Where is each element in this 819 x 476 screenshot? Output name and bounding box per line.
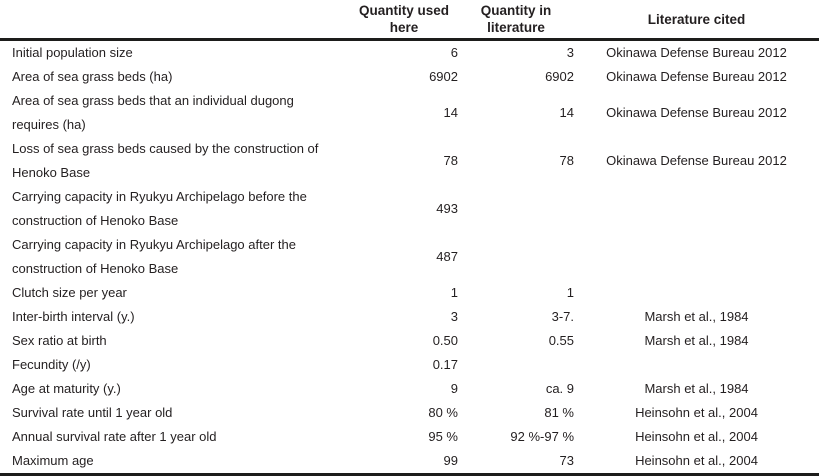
parameter-label: Loss of sea grass beds caused by the construction of Henoko Base — [12, 141, 319, 180]
quantity-used-value: 0.50 — [432, 333, 458, 348]
literature-cited-value: Marsh et al., 1984 — [644, 333, 749, 348]
table-row — [0, 449, 819, 475]
parameter-label: Fecundity (/y) — [12, 357, 91, 372]
quantity-in-literature-value — [458, 353, 574, 377]
literature-cited-value: Marsh et al., 1984 — [644, 309, 749, 324]
quantity-used-value: 6 — [450, 45, 458, 60]
literature-cited-value — [574, 353, 819, 377]
literature-cited-value: Okinawa Defense Bureau 2012 — [606, 45, 787, 60]
quantity-in-literature-value: 73 — [458, 449, 574, 475]
quantity-used-value: 80 % — [428, 405, 458, 420]
literature-cited-value — [574, 233, 819, 281]
table-row — [0, 233, 819, 281]
literature-cited-value: Okinawa Defense Bureau 2012 — [606, 153, 787, 168]
parameter-label: Maximum age — [0, 449, 350, 475]
quantity-used-value: 1 — [450, 285, 458, 300]
quantity-used-value: 99 — [350, 449, 458, 475]
literature-cited-value — [574, 185, 819, 233]
table-row — [0, 425, 819, 449]
table-row — [0, 281, 819, 305]
quantity-in-literature-value: 14 — [559, 105, 574, 120]
quantity-used-value: 9 — [450, 381, 458, 396]
literature-cited-value: Heinsohn et al., 2004 — [635, 405, 758, 420]
table-row — [0, 329, 819, 353]
table-row — [0, 137, 819, 185]
quantity-in-literature-value: 1 — [566, 285, 574, 300]
quantity-in-literature-value: 6902 — [545, 69, 574, 84]
table-row — [0, 353, 819, 377]
quantity-used-value: 493 — [436, 201, 458, 216]
table-row — [0, 89, 819, 137]
quantity-in-literature-column-header: Quantity in literature — [458, 0, 574, 40]
quantity-in-literature-value — [458, 185, 574, 233]
literature-cited-value: Marsh et al., 1984 — [644, 381, 749, 396]
literature-cited-value: Okinawa Defense Bureau 2012 — [606, 69, 787, 84]
header-row — [0, 0, 819, 40]
table-row — [0, 65, 819, 89]
table-body — [0, 40, 819, 475]
table-row — [0, 401, 819, 425]
parameter-label: Initial population size — [12, 45, 133, 60]
parameter-column-header — [0, 0, 350, 40]
table-header — [0, 0, 819, 40]
quantity-in-literature-value: 78 — [559, 153, 574, 168]
table-row — [0, 377, 819, 401]
parameter-label: Inter-birth interval (y.) — [12, 309, 135, 324]
table-row — [0, 40, 819, 66]
quantity-used-value: 0.17 — [432, 357, 458, 372]
quantity-used-value: 78 — [443, 153, 458, 168]
literature-cited-value: Okinawa Defense Bureau 2012 — [606, 105, 787, 120]
literature-cited-column-header: Literature cited — [574, 0, 819, 40]
literature-cited-value — [574, 281, 819, 305]
quantity-in-literature-value: 81 % — [544, 405, 574, 420]
parameter-label: Clutch size per year — [12, 285, 127, 300]
parameter-label: Survival rate until 1 year old — [12, 405, 173, 420]
quantity-in-literature-value: 3 — [566, 45, 574, 60]
quantity-used-value: 14 — [443, 105, 458, 120]
quantity-used-column-header: Quantity used here — [350, 0, 458, 40]
quantity-in-literature-value: 3-7. — [551, 309, 574, 324]
parameter-label: Area of sea grass beds (ha) — [12, 69, 173, 84]
quantity-in-literature-value — [458, 233, 574, 281]
parameter-label: Age at maturity (y.) — [12, 381, 121, 396]
quantity-in-literature-value: ca. 9 — [545, 381, 574, 396]
parameter-label: Area of sea grass beds that an individual dugong requires (ha) — [12, 93, 294, 132]
parameter-label: Sex ratio at birth — [12, 333, 107, 348]
quantity-used-value: 6902 — [429, 69, 458, 84]
literature-cited-value: Heinsohn et al., 2004 — [574, 449, 819, 475]
parameter-label: Carrying capacity in Ryukyu Archipelago before the construction of Henoko Base — [12, 189, 307, 228]
literature-cited-value: Heinsohn et al., 2004 — [635, 429, 758, 444]
quantity-used-value: 487 — [436, 249, 458, 264]
quantity-in-literature-value: 92 %-97 % — [510, 429, 574, 444]
parameter-label: Annual survival rate after 1 year old — [12, 429, 217, 444]
quantity-in-literature-value: 0.55 — [548, 333, 574, 348]
quantity-used-value: 3 — [450, 309, 458, 324]
parameter-label: Carrying capacity in Ryukyu Archipelago after the construction of Henoko Base — [12, 237, 296, 276]
table-row — [0, 185, 819, 233]
quantity-used-value: 95 % — [428, 429, 458, 444]
table-row — [0, 305, 819, 329]
